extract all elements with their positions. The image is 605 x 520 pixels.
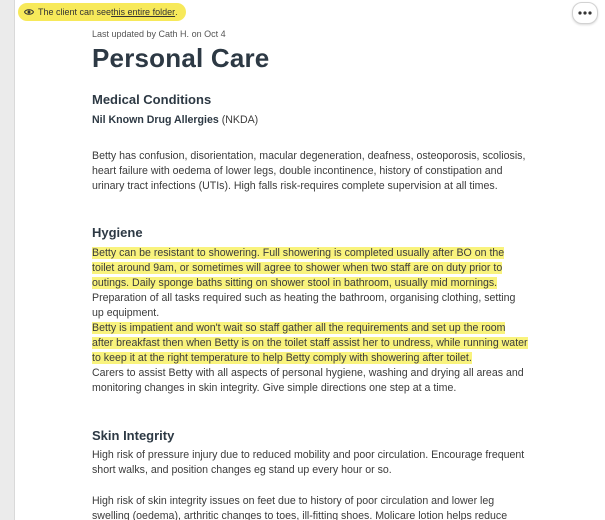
skin-paragraph-2: High risk of skin integrity issues on feet due to history of poor circulation and lower leg swelling (oedema), arthritic changes to toes, ill-fitting shoes. Molicare lotion helps reduce	[92, 495, 508, 520]
medical-conditions-heading: Medical Conditions	[92, 92, 212, 107]
skin-integrity-heading: Skin Integrity	[92, 428, 175, 443]
page-title: Personal Care	[92, 43, 270, 73]
last-updated: Last updated by Cath H. on Oct 4	[92, 29, 226, 39]
more-horizontal-icon	[578, 11, 592, 15]
banner-text: The client can see	[38, 7, 112, 17]
allergy-line	[92, 114, 258, 126]
medical-paragraph: Betty has confusion, disorientation, macular degeneration, deafness, osteoporosis, scoliosis, heart failure with oedema of lower legs, double incontinence, history of constipation and urinary tract infections (UTIs). High falls risk-requires complete supervision at all times.	[92, 150, 526, 192]
hygiene-highlight-1: Betty can be resistant to showering. Full showering is completed usually after BO on the toilet around 9am, or sometimes will agree to shower when two staff are on duty prior to outings. Daily sponge baths sitting on shower stool in bathroom, usually mid mornings.	[92, 247, 505, 289]
document-page	[14, 0, 605, 520]
allergy-rest: (NKDA)	[218, 114, 259, 126]
banner-text-end: .	[175, 7, 178, 17]
entire-folder-link[interactable]: this entire folder	[111, 7, 176, 17]
hygiene-heading: Hygiene	[92, 225, 143, 240]
more-options-button[interactable]	[572, 2, 598, 24]
allergy-bold: Nil Known Drug Allergies	[92, 114, 219, 126]
eye-icon	[24, 7, 34, 17]
hygiene-highlight-2: Betty is impatient and won't wait so staff gather all the requirements and set up the room after breakfast then when Betty is on the toilet staff assist her to undress, while running water to keep it at the right temperature to help Betty comply with showering after toilet.	[92, 322, 528, 364]
client-visibility-banner	[18, 3, 186, 21]
hygiene-plain-1: Preparation of all tasks required such as heating the bathroom, organising clothing, setting up equipment.	[92, 292, 516, 319]
skin-paragraph-1: High risk of pressure injury due to reduced mobility and poor circulation. Encourage frequent short walks, and position changes eg stand up every hour or so.	[92, 449, 525, 476]
hygiene-section	[92, 246, 528, 396]
hygiene-plain-2: Carers to assist Betty with all aspects of personal hygiene, washing and drying all areas and monitoring changes in skin integrity. Give simple directions one step at a time.	[92, 367, 524, 394]
